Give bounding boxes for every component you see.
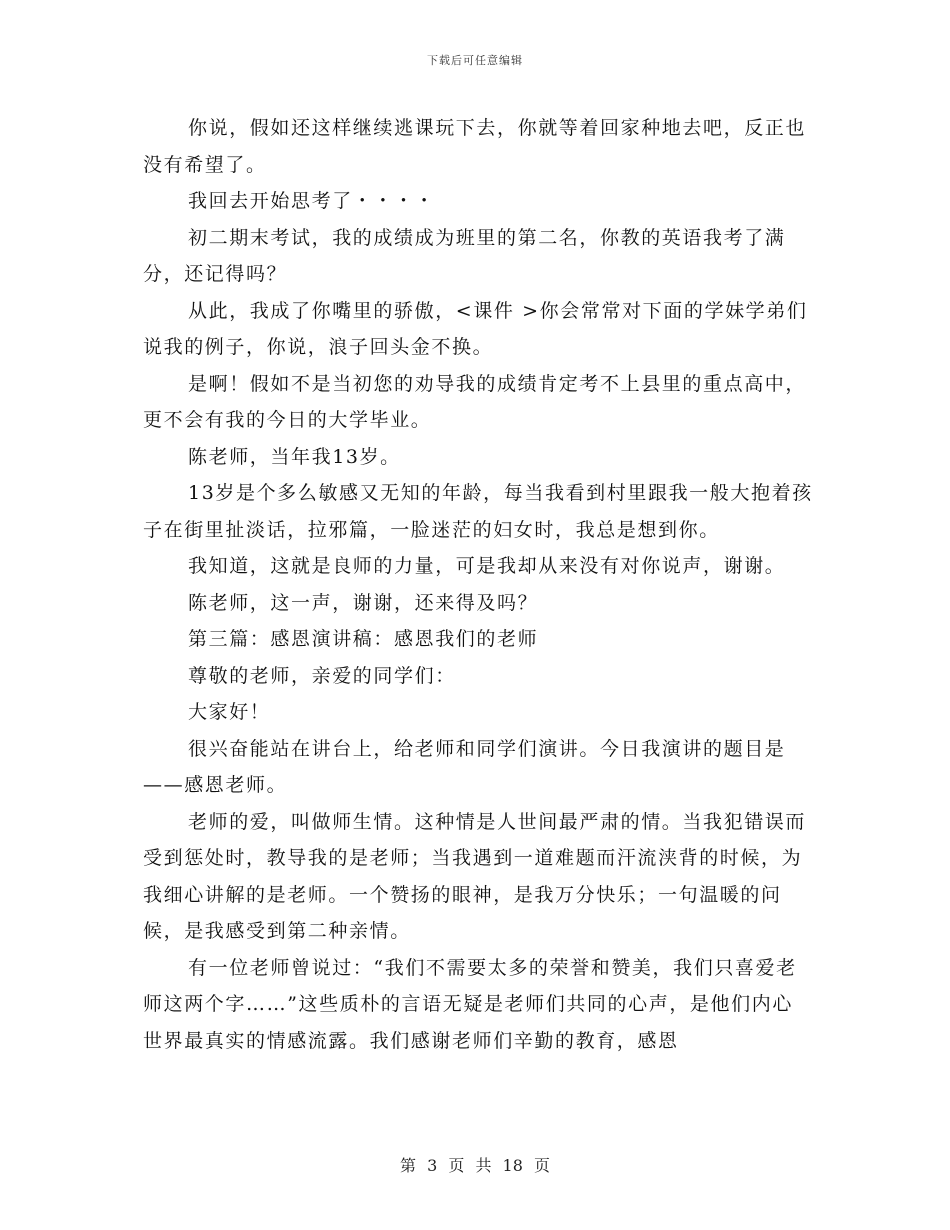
- paragraph: 初二期末考试，我的成绩成为班里的第二名，你教的英语我考了满分，还记得吗？: [143, 226, 786, 285]
- page-number: 第 3 页 共 18 页: [400, 1156, 550, 1175]
- paragraph: 很兴奋能站在讲台上，给老师和同学们演讲。今日我演讲的题目是——感恩老师。: [143, 737, 786, 796]
- document-body: [143, 110, 813, 1059]
- paragraph: 我知道，这就是良师的力量，可是我却从来没有对你说声，谢谢。: [188, 555, 786, 577]
- paragraph: 有一位老师曾说过：“我们不需要太多的荣誉和赞美，我们只喜爱老师这两个字……”这些质朴的言语无疑是老师们共同的心声，是他们内心世界最真实的情感流露。我们感谢老师们辛勤的教育，感恩: [143, 956, 797, 1052]
- paragraph: 陈老师，当年我13岁。: [188, 445, 401, 468]
- paragraph: 是啊！假如不是当初您的劝导我的成绩肯定考不上县里的重点高中，更不会有我的今日的大学毕业。: [143, 372, 807, 431]
- paragraph: 我回去开始思考了・・・・: [188, 190, 436, 212]
- page-header: 下载后可任意编辑: [427, 54, 523, 67]
- paragraph: 老师的爱，叫做师生情。这种情是人世间最严肃的情。当我犯错误而受到惩处时，教导我的是老师；当我遇到一道难题而汗流浃背的时候，为我细心讲解的是老师。一个赞扬的眼神，是我万分快乐；一句温暖的问候，是我感受到第二种亲情。: [143, 810, 807, 942]
- greeting: 大家好！: [188, 701, 271, 723]
- paragraph: 从此，我成了你嘴里的骄傲，<课件 >你会常常对下面的学妹学弟们说我的例子，你说，浪子回头金不换。: [143, 299, 808, 358]
- salutation: 尊敬的老师，亲爱的同学们：: [188, 664, 456, 687]
- paragraph: 陈老师，这一声，谢谢，还来得及吗？: [188, 591, 539, 614]
- paragraph: 你说，假如还这样继续逃课玩下去，你就等着回家种地去吧，反正也没有希望了。: [143, 117, 807, 176]
- section-title: 第三篇：感恩演讲稿：感恩我们的老师: [188, 628, 539, 650]
- paragraph: 13岁是个多么敏感又无知的年龄，每当我看到村里跟我一般大抱着孩子在街里扯淡话，拉邪篇，一脸迷茫的妇女时，我总是想到你。: [143, 482, 813, 541]
